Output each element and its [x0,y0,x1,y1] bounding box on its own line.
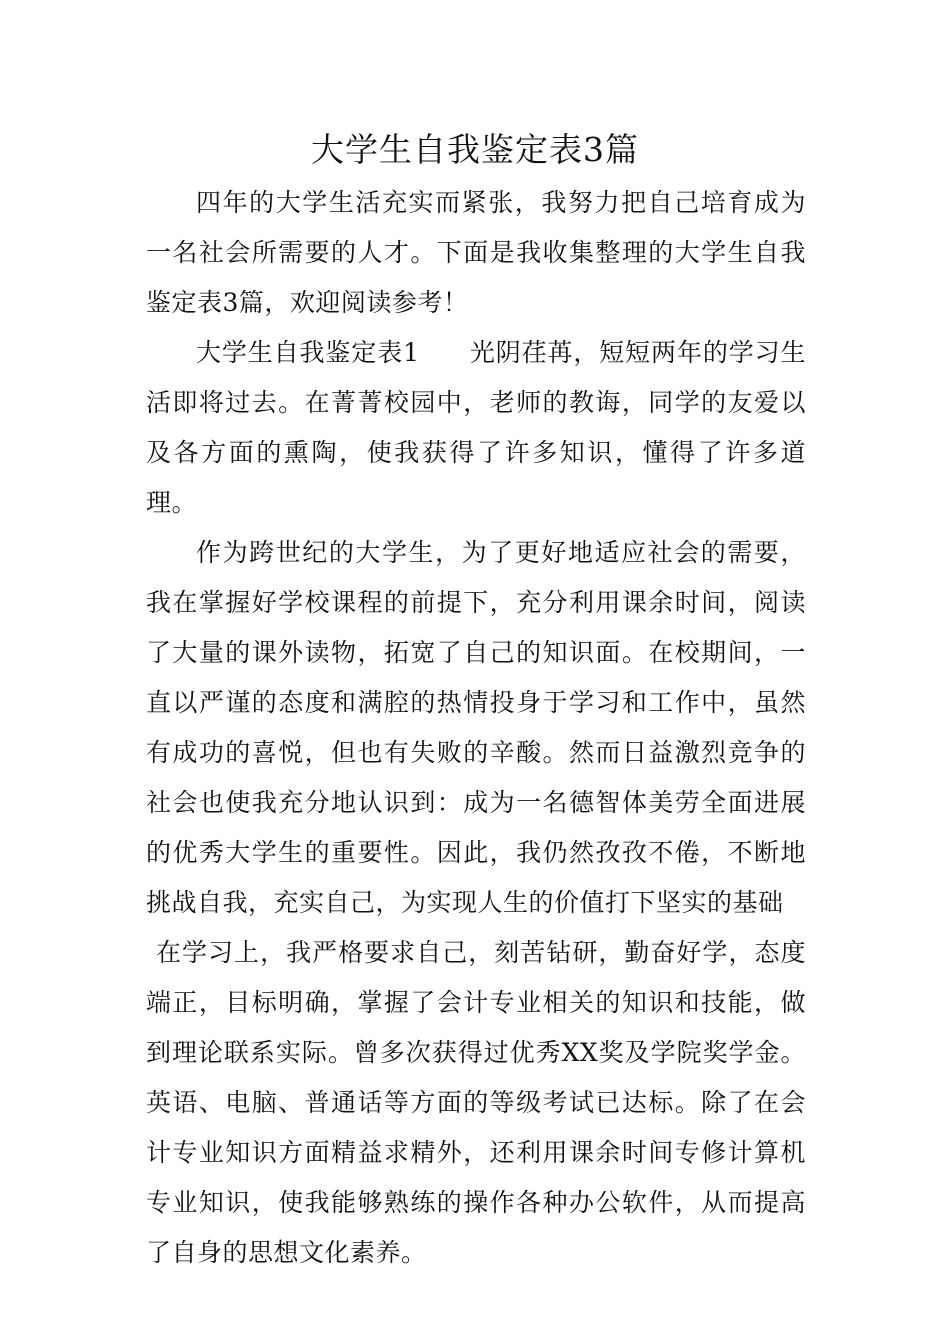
section-1-paragraph-1: 光阴荏苒，短短两年的学习生活即将过去。在菁菁校园中，老师的教诲，同学的友爱以及各方面的熏陶，使我获得了许多知识，懂得了许多道理。 [146,338,806,517]
section-1-heading: 大学生自我鉴定表1 [196,338,420,367]
document-body [146,178,806,1278]
section-1-paragraph-3: 在学习上，我严格要求自己，刻苦钻研，勤奋好学，态度端正，目标明确，掌握了会计专业相关的知识和技能，做到理论联系实际。曾多次获得过优秀XX奖及学院奖学金。英语、电脑、普通话等方面的等级考试已达标。除了在会计专业知识方面精益求精外，还利用课余时间专修计算机专业知识，使我能够熟练的操作各种办公软件，从而提高了自身的思想文化素养。 [146,938,806,1267]
section-1-paragraph-2: 作为跨世纪的大学生，为了更好地适应社会的需要，我在掌握好学校课程的前提下，充分利用课余时间，阅读了大量的课外读物，拓宽了自己的知识面。在校期间，一直以严谨的态度和满腔的热情投身于学习和工作中，虽然有成功的喜悦，但也有失败的辛酸。然而日益激烈竞争的社会也使我充分地认识到：成为一名德智体美劳全面进展的优秀大学生的重要性。因此，我仍然孜孜不倦，不断地挑战自我，充实自己，为实现人生的价值打下坚实的基础 [146,538,806,917]
section-1-opening-paragraph [146,328,806,528]
intro-paragraph: 四年的大学生活充实而紧张，我努力把自己培育成为一名社会所需要的人才。下面是我收集整理的大学生自我鉴定表3篇，欢迎阅读参考！ [146,188,806,317]
document-title: 大学生自我鉴定表3篇 [311,130,639,169]
